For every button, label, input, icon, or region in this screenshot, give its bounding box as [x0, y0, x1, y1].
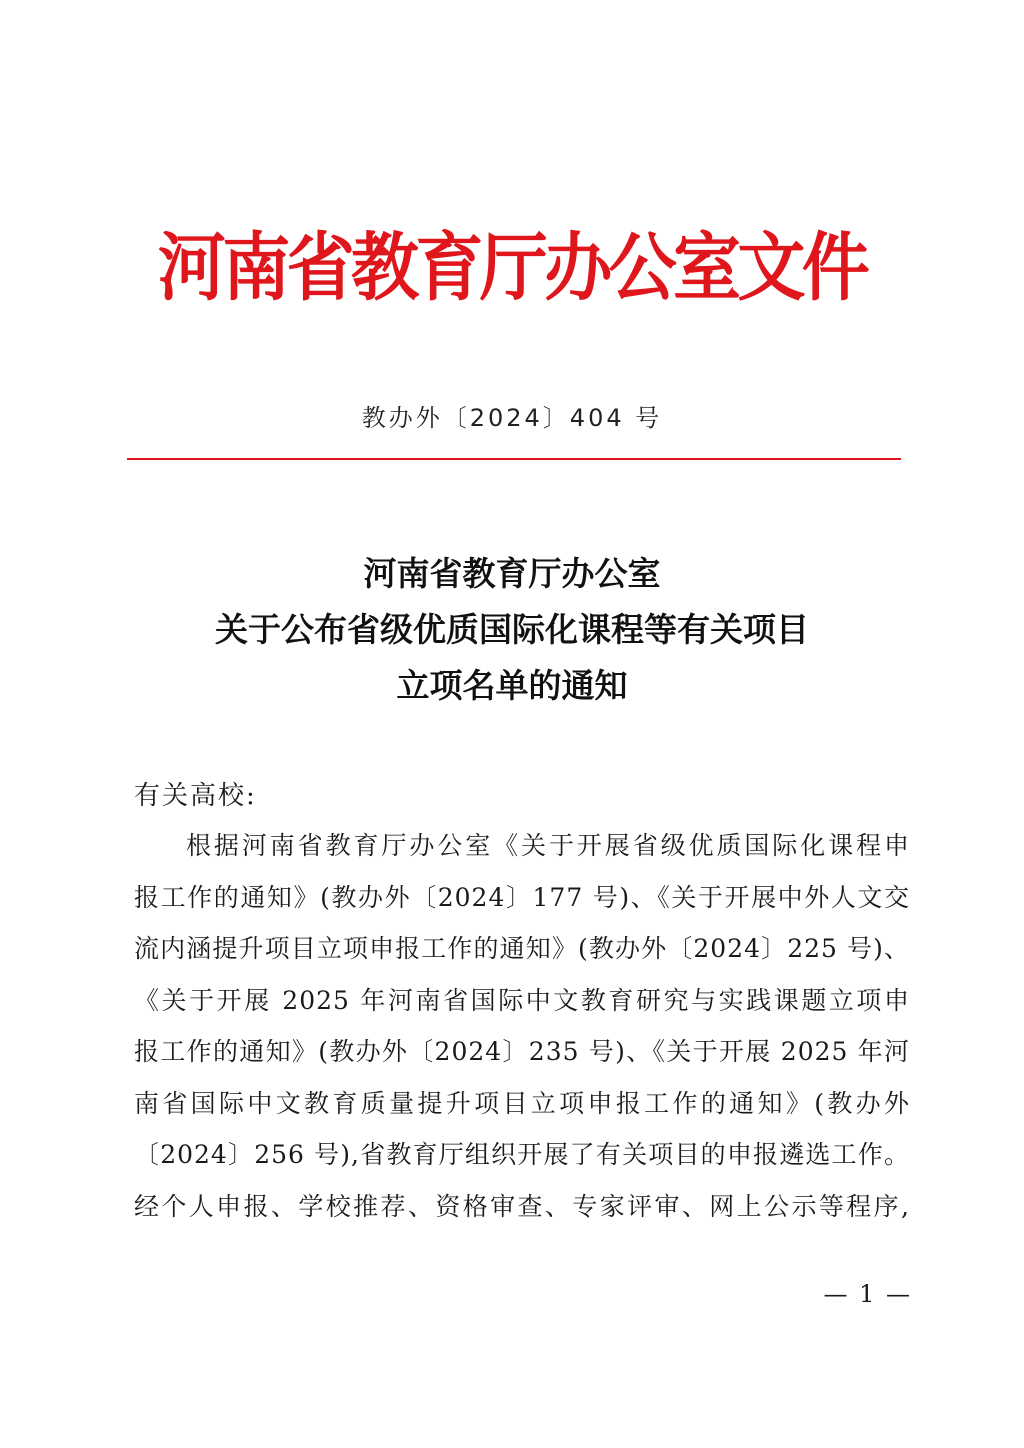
notice-title-line-1: 河南省教育厅办公室: [363, 554, 661, 593]
red-divider-line: [127, 458, 901, 460]
salutation: 有关高校:: [134, 781, 257, 811]
body-line: 报工作的通知》(教办外〔2024〕177 号)、《关于开展中外人文交: [134, 882, 910, 912]
notice-title: [0, 546, 1024, 714]
masthead-title: 河南省教育厅办公室文件: [157, 225, 867, 311]
body-line: 经个人申报、学校推荐、资格审查、专家评审、网上公示等程序,: [134, 1191, 910, 1221]
page-number: — 1 —: [823, 1280, 912, 1308]
body-line: 《关于开展 2025 年河南省国际中文教育研究与实践课题立项申: [134, 985, 910, 1015]
body-line: 南省国际中文教育质量提升项目立项申报工作的通知》(教办外: [134, 1088, 910, 1118]
body-line: 根据河南省教育厅办公室《关于开展省级优质国际化课程申: [186, 831, 910, 860]
body-line: 流内涵提升项目立项申报工作的通知》(教办外〔2024〕225 号)、: [134, 934, 910, 963]
notice-title-line-3: 立项名单的通知: [396, 666, 628, 705]
body-line: 〔2024〕256 号),省教育厅组织开展了有关项目的申报遴选工作。: [134, 1140, 910, 1169]
body-paragraph: [134, 820, 910, 1232]
document-number: 教办外〔2024〕404 号: [361, 404, 663, 432]
notice-title-line-2: 关于公布省级优质国际化课程等有关项目: [215, 610, 809, 649]
body-line: 报工作的通知》(教办外〔2024〕235 号)、《关于开展 2025 年河: [134, 1037, 910, 1066]
